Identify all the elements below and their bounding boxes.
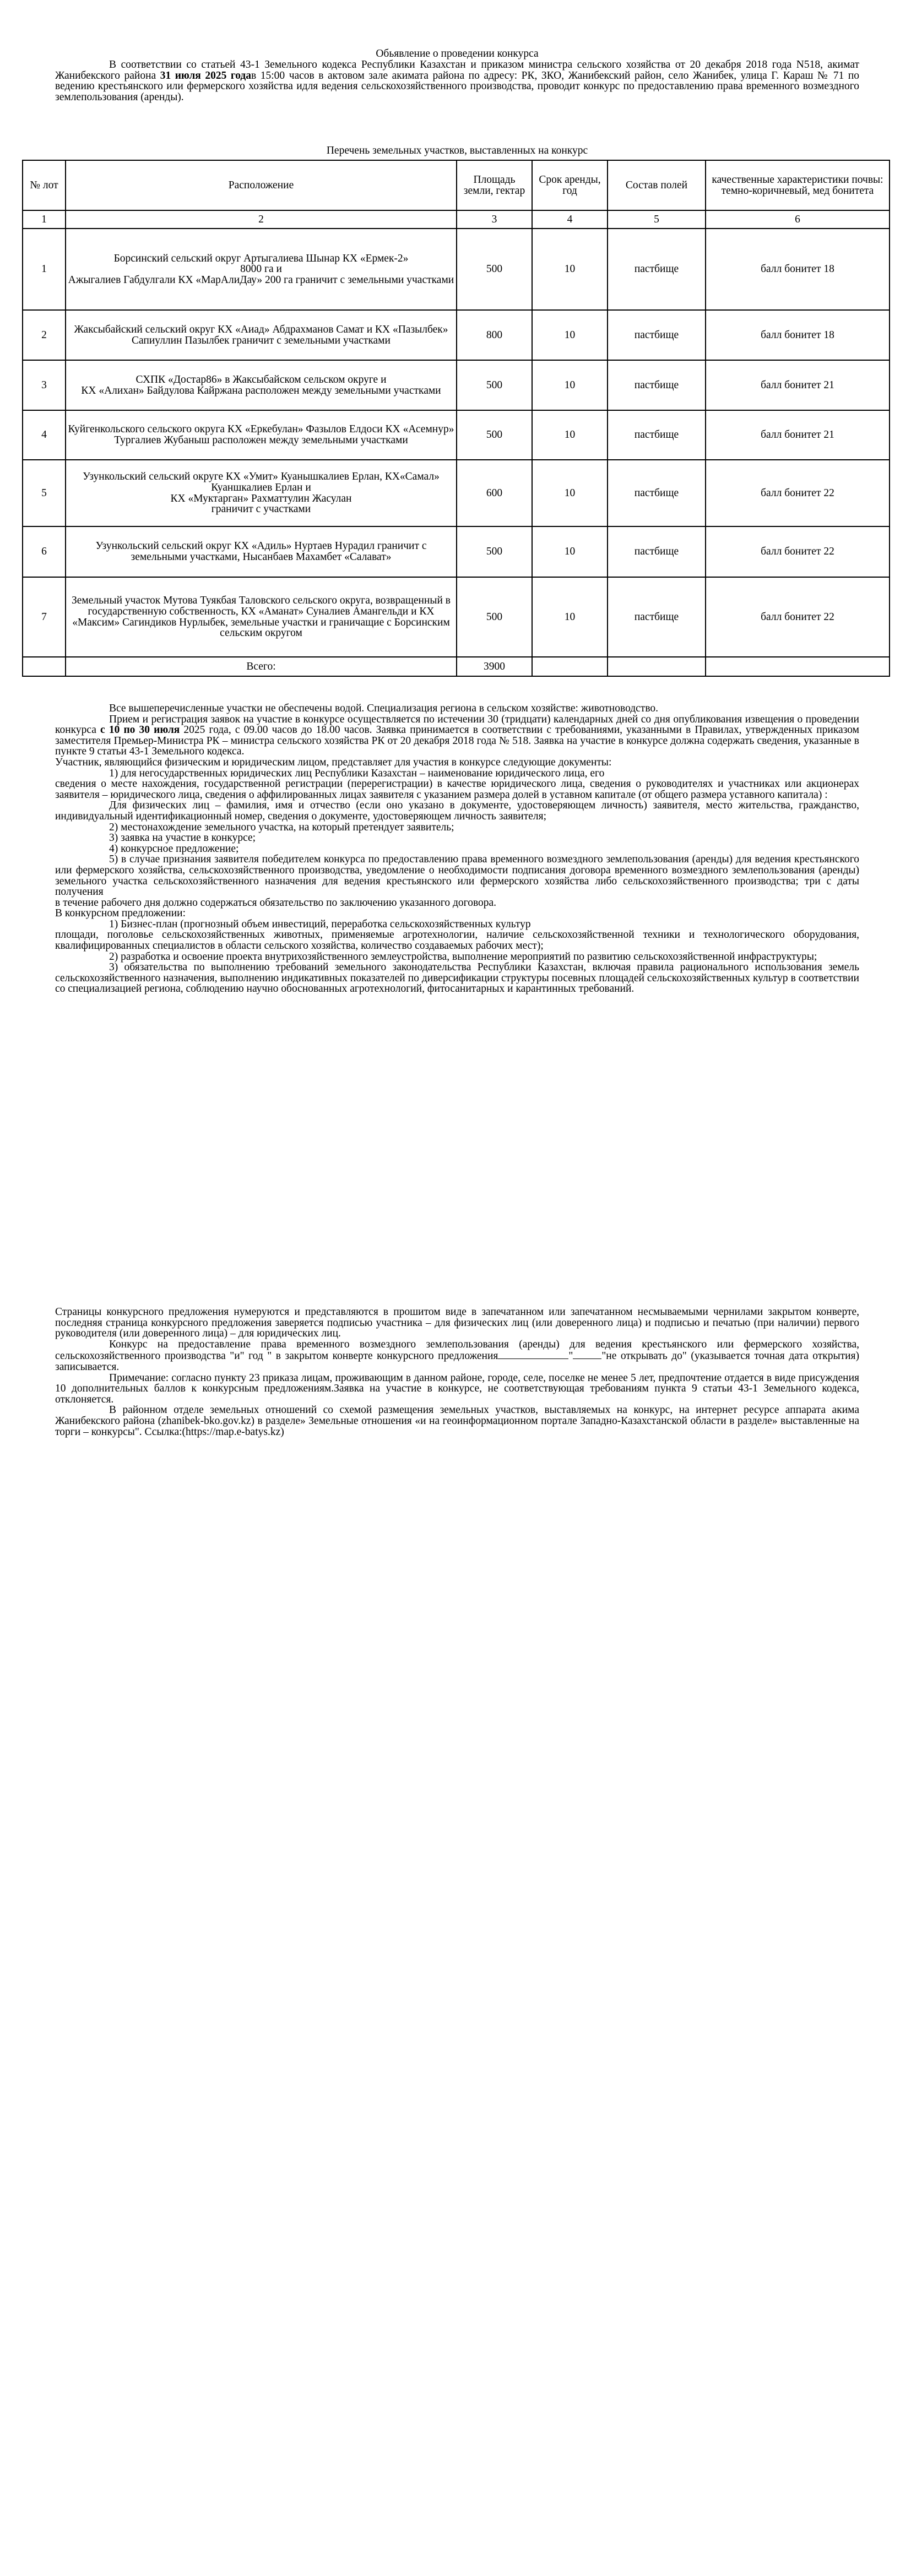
location-line: граничит с участками (211, 503, 311, 515)
lot-area: 800 (457, 310, 532, 360)
doc-item-4: 4) конкурсное предложение; (109, 843, 239, 855)
doc-item-5-tail: в течение рабочего дня должно содержаться обязательство по заключению указанного договора. (55, 896, 497, 909)
table-row (23, 410, 890, 460)
lot-area: 500 (457, 526, 532, 577)
lot-term: 10 (532, 410, 608, 460)
contest-date: 31 июля 2025 года (160, 69, 252, 81)
lot-fields: пастбище (608, 410, 706, 460)
location-line: 8000 га и (240, 263, 282, 275)
table-row (23, 577, 890, 657)
lot-area: 500 (457, 360, 532, 410)
reception-dates: с 10 по 30 июля (100, 724, 180, 736)
location-line: Борсинский сельский округ Артыгалиева Шынар КХ «Ермек-2» (113, 252, 409, 264)
location-line: СХПК «Достар86» в Жаксыбайском сельском округе и (135, 373, 387, 385)
index-cell: 6 (706, 210, 890, 229)
lot-fields: пастбище (608, 229, 706, 310)
lot-number: 3 (23, 360, 66, 410)
lot-location (66, 410, 457, 460)
doc-item-1-first-line: 1) для негосударственных юридических лиц Республики Казахстан – наименование юридического лица, его (109, 767, 605, 779)
note-paragraph: Примечание: согласно пункту 23 приказа лицам, проживающим в данном районе, городе, селе, поселке не менее 5 лет, предпочтение отдается в виде присуждения 10 дополнительных баллов к конкурсным предложениям.Заявка на участие в конкурсе, не соответствующая требованиям пункта 9 статьи 43-1 Земельного кодекса, отклоняется. (55, 1372, 859, 1405)
location-line: Жаксыбайский сельский округ КХ «Аиад» Абдрахманов Самат и КХ «Пазылбек» Сапиуллин Пазылбек граничит с земельными участками (74, 323, 448, 346)
lot-location (66, 229, 457, 310)
reception-text-1: Прием и регистрация заявок на участие в конкурсе осуществляется по истечении 30 (тридцати) календарных дней со дня опубликования извещения о проведении конкурса (55, 713, 859, 736)
location-line: Узункольский сельский округе КХ «Умит» Куанышкалиев Ерлан, КХ«Самал» Куаншкалиев Ерлан и (83, 471, 440, 493)
header-quality: качественные характеристики почвы: темно-коричневый, мед бонитета (706, 160, 890, 210)
lot-fields: пастбище (608, 577, 706, 657)
scheme-paragraph: В районном отделе земельных отношений со схемой размещения земельных участков, выставляемых на конкурс, на интернет ресурсе аппарата акима Жанибекского района (zhanibek-bko.gov.kz) в разделе» Земельные отношения «и на геоинформационном портале Западно-Казахстанской области в разделе» выставленные на торги – конкурсы". Ссылка:(https://map.e-batys.kz) (55, 1404, 859, 1438)
lot-area: 600 (457, 460, 532, 526)
header-lot: № лот (23, 160, 66, 210)
pages-paragraph: Страницы конкурсного предложения нумеруются и представляются в прошитом виде в запечатанном или запечатанном несмываемыми чернилами закрытом конверте, последняя страница конкурсного предложения заверяется подписью участника – для физических лиц (или доверенного лица) и подписью и печатью (при наличии) первого руководителя (или доверенного лица) – для юридических лиц. (55, 1306, 859, 1340)
total-empty-cell (532, 657, 608, 676)
index-cell: 2 (66, 210, 457, 229)
total-empty-cell (23, 657, 66, 676)
doc-item-5: 5) в случае признания заявителя победителем конкурса по предоставлению права временного возмездного землепользования (аренды) для ведения крестьянского или фермерского хозяйства, сельскохозяйственного производства, уведомление о необходимости подписания договора временного возмездного землепользования (аренды) земельного участка сельскохозяйственного назначения для ведения крестьянского или фермерского хозяйства либо сельскохозяйственного производства; три с даты получения (55, 854, 859, 898)
index-cell: 1 (23, 210, 66, 229)
documents-intro: Участник, являющийся физическим и юридическим лицом, представляет для участия в конкурсе следующие документы: (55, 756, 612, 768)
individuals-paragraph: Для физических лиц – фамилия, имя и отчество (если оно указано в документе, удостоверяющем личность) заявителя, место жительства, гражданство, индивидуальный идентификационный номер, сведения о документе, удостоверяющем личность заявителя; (55, 800, 859, 822)
document-title: Обьявление о проведении конкурса (376, 48, 539, 59)
lot-quality: балл бонитет 18 (706, 229, 890, 310)
lot-quality: балл бонитет 22 (706, 460, 890, 526)
lot-location (66, 460, 457, 526)
lot-term: 10 (532, 577, 608, 657)
proposal-item-2: 2) разработка и освоение проекта внутрихозяйственного землеустройства, выполнение мероприятий по развитию сельскохозяйственной инфраструктуры; (109, 950, 817, 963)
intro-text-2: в 15:00 часов в актовом зале акимата района по адресу: РК, ЗКО, Жанибекский район, село Жанибек, улица Г. Караш № 71 по ведению крестьянского или фермерского хозяйства идля ведения сельскохозяйственного производства, проводит конкурс по предоставлению права временного возмездного землепользования (аренды). (55, 69, 859, 103)
lot-quality: балл бонитет 21 (706, 360, 890, 410)
lot-number: 4 (23, 410, 66, 460)
header-term: Срок аренды, год (532, 160, 608, 210)
reception-text-2: 2025 года, с 09.00 часов до 18.00 часов. Заявка принимается в соответствии с требованиями, указанными в Правилах, утвержденных приказом заместителя Премьер-Министра РК – министра сельского хозяйства РК от 20 декабря 2018 года № 518. Заявка на участие в конкурсе должна содержать сведения, указанные в пункте 9 статьи 43-1 Земельного кодекса. (55, 724, 859, 758)
contest-envelope-text-2: "не открывать до" (указывается точная дата открытия) записывается. (55, 1350, 860, 1373)
doc-item-3: 3) заявка на участие в конкурсе; (109, 832, 256, 844)
location-line: Куйгенкольского сельского округа КХ «Еркебулан» Фазылов Елдоси КХ «Асемнур» Тургалиев Жубаныш расположен между земельными участками (68, 423, 454, 446)
lot-fields: пастбище (608, 460, 706, 526)
doc-item-2: 2) местонахождение земельного участка, на который претендует заявитель; (109, 821, 454, 833)
table-row (23, 360, 890, 410)
contest-envelope-quote: " (568, 1350, 573, 1362)
table-header-row (23, 160, 890, 210)
lot-location (66, 310, 457, 360)
table-row (23, 526, 890, 577)
intro-text-1: В соответствии со статьей 43-1 Земельного кодекса Республики Казахстан и приказом министра сельского хозяйства от 20 декабря 2018 года N518, акимат Жанибекского района (55, 59, 859, 81)
conditions-section (55, 703, 859, 994)
reception-paragraph (55, 714, 859, 757)
location-line: КХ «Муктарган» Рахматтулин Жасулан (170, 492, 352, 504)
lot-fields: пастбище (608, 526, 706, 577)
lot-number: 2 (23, 310, 66, 360)
proposal-intro: В конкурсном предложении: (55, 907, 186, 920)
water-note: Все вышеперечисленные участки не обеспечены водой. Специализация региона в сельском хозяйстве: животноводство. (109, 703, 659, 714)
lot-term: 10 (532, 460, 608, 526)
lot-quality: балл бонитет 21 (706, 410, 890, 460)
contest-envelope-text-1: Конкурс на предоставление права временного возмездного землепользования (аренды) для ведения крестьянского или фермерского хозяйства, сельскохозяйственного производства "и" год " в закрытом конверте конкурсного предложения (55, 1338, 859, 1362)
lot-number: 1 (23, 229, 66, 310)
lot-quality: балл бонитет 22 (706, 577, 890, 657)
contest-envelope-paragraph (55, 1339, 859, 1373)
lot-term: 10 (532, 526, 608, 577)
blank-field (498, 1350, 568, 1359)
lot-area: 500 (457, 577, 532, 657)
total-area: 3900 (457, 657, 532, 676)
doc-item-1-rest: сведения о месте нахождения, государственной регистрации (перерегистрации) в качестве юридического лица, сведения о руководителях и участниках или акционерах заявителя – юридического лица, сведения о аффилированных лицах заявителя с указанием размера долей в уставном капитале (от общего размера уставного капитала) : (55, 778, 859, 801)
blank-field (573, 1350, 601, 1359)
intro-paragraph (55, 59, 859, 102)
lot-location (66, 577, 457, 657)
location-line: Земельный участок Мутова Туякбая Таловского сельского округа, возвращенный в государственную собственность, КХ «Аманат» Суналиев Амангельди и КХ «Максим» Сагиндиков Нурлыбек, земельные участки и граничащие с Борсинским сельским округом (71, 595, 451, 639)
lot-term: 10 (532, 360, 608, 410)
lot-location (66, 526, 457, 577)
index-cell: 5 (608, 210, 706, 229)
total-empty-cell (706, 657, 890, 676)
envelope-section (55, 1307, 859, 1437)
proposal-item-1-rest: площади, поголовье сельскохозяйственных животных, применяемые агротехнологии, наличие сельскохозяйственной техники и технологического оборудования, квалифицированных специалистов в области сельского хозяйства, количество создаваемых рабочих мест); (55, 929, 859, 952)
table-row (23, 310, 890, 360)
table-row (23, 460, 890, 526)
lot-fields: пастбище (608, 310, 706, 360)
total-label: Всего: (66, 657, 457, 676)
lot-location (66, 360, 457, 410)
lot-quality: балл бонитет 18 (706, 310, 890, 360)
lot-term: 10 (532, 310, 608, 360)
lot-quality: балл бонитет 22 (706, 526, 890, 577)
lots-table (22, 160, 890, 677)
lot-fields: пастбище (608, 360, 706, 410)
total-empty-cell (608, 657, 706, 676)
index-cell: 3 (457, 210, 532, 229)
table-total-row (23, 657, 890, 676)
lot-number: 5 (23, 460, 66, 526)
location-line: Узункольский сельский округ КХ «Адиль» Нуртаев Нурадил граничит с земельными участками, Нысанбаев Махамбет «Салават» (95, 540, 427, 563)
index-cell: 4 (532, 210, 608, 229)
location-line: КХ «Алихан» Байдулова Кайржана расположен между земельными участками (81, 384, 441, 396)
lot-number: 7 (23, 577, 66, 657)
header-fields: Состав полей (608, 160, 706, 210)
lot-area: 500 (457, 410, 532, 460)
table-index-row (23, 210, 890, 229)
proposal-item-3: 3) обязательства по выполнению требований земельного законодательства Республики Казахстан, включая правила рационального использования земель сельскохозяйственного назначения, выполнению индикативных показателей по диверсификации структуры посевных площадей сельскохозяйственных культур в соответствии со специализацией региона, соблюдению научно обоснованных агротехнологий, фитосанитарных и карантинных требований. (55, 961, 859, 995)
table-row (23, 229, 890, 310)
location-line: Ажыгалиев Габдулгали КХ «МарАлиДау» 200 га граничит с земельными участками (68, 274, 454, 286)
lot-area: 500 (457, 229, 532, 310)
proposal-item-1-first-line: 1) Бизнес-план (прогнозный объем инвестиций, переработка сельскохозяйственных культур (109, 918, 531, 930)
header-location: Расположение (66, 160, 457, 210)
lot-term: 10 (532, 229, 608, 310)
list-title: Перечень земельных участков, выставленных на конкурс (326, 145, 588, 156)
lot-number: 6 (23, 526, 66, 577)
header-area: Площадь земли, гектар (457, 160, 532, 210)
